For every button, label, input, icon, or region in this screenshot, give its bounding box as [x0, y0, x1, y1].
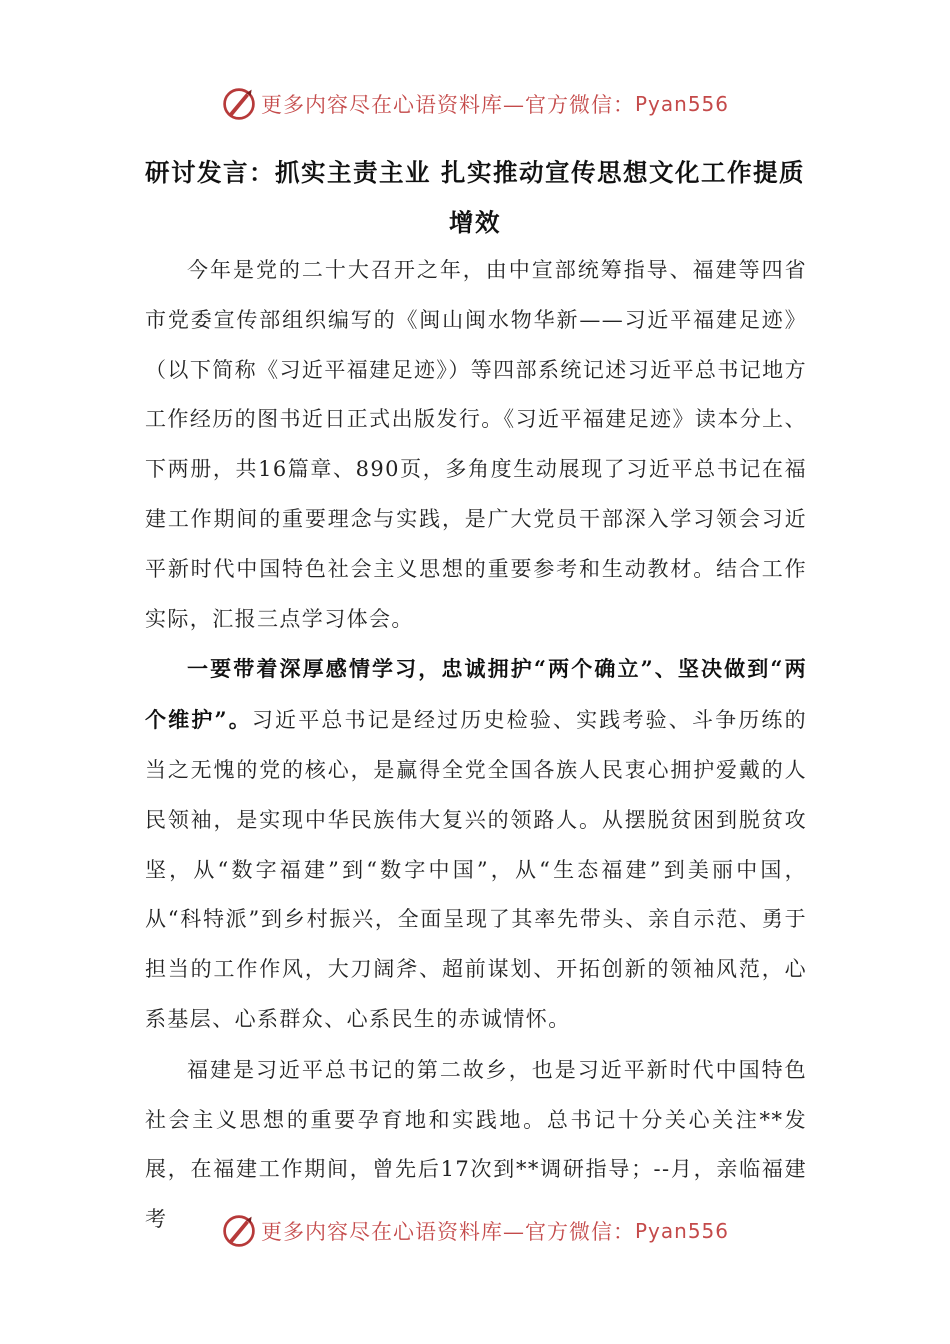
footer-banner [0, 1211, 950, 1251]
paragraph-2-text: 习近平总书记是经过历史检验、实践考验、斗争历练的当之无愧的党的核心，是赢得全党全国各族人民衷心拥护爱戴的人民领袖，是实现中华民族伟大复兴的领路人。从摆脱贫困到脱贫攻坚，从“数字福建”到“数字中国”，从“生态福建”到美丽中国，从“科特派”到乡村振兴，全面呈现了其率先带头、亲自示范、勇于担当的工作作风，大刀阔斧、超前谋划、开拓创新的领袖风范，心系基层、心系群众、心系民生的赤诚情怀。 [145, 708, 807, 1031]
header-banner-text: 更多内容尽在心语资料库—官方微信： [260, 93, 635, 117]
quill-pen-logo-icon [221, 1213, 257, 1249]
paragraph-2-lead: 一要带着深厚感情学习，忠诚拥护“两个确立”、坚决做到“两个维护”。 [145, 656, 807, 733]
quill-pen-logo-icon [221, 86, 257, 122]
paragraph-3-text: 福建是习近平总书记的第二故乡，也是习近平新时代中国特色社会主义思想的重要孕育地和实践地。总书记十分关心关注**发展，在福建工作期间，曾先后17次到**调研指导；--月，亲临福建考 [145, 1057, 807, 1232]
header-banner [0, 84, 950, 124]
paragraph-1 [145, 245, 807, 644]
paragraph-1-text: 今年是党的二十大召开之年，由中宣部统筹指导、福建等四省市党委宣传部组织编写的《闽山闽水物华新——习近平福建足迹》（以下简称《习近平福建足迹》）等四部系统记述习近平总书记地方工作经历的图书近日正式出版发行。《习近平福建足迹》读本分上、下两册，共16篇章、890页，多角度生动展现了习近平总书记在福建工作期间的重要理念与实践，是广大党员干部深入学习领会习近平新时代中国特色社会主义思想的重要参考和生动教材。结合工作实际，汇报三点学习体会。 [145, 258, 807, 631]
header-wechat-id: Pyan556 [634, 92, 729, 116]
footer-banner-text: 更多内容尽在心语资料库—官方微信： [260, 1220, 635, 1244]
paragraph-2 [145, 644, 807, 1044]
document-title: 研讨发言：抓实主责主业 扎实推动宣传思想文化工作提质增效 [144, 158, 806, 237]
footer-wechat-id: Pyan556 [634, 1219, 729, 1243]
document-body [145, 245, 807, 1245]
